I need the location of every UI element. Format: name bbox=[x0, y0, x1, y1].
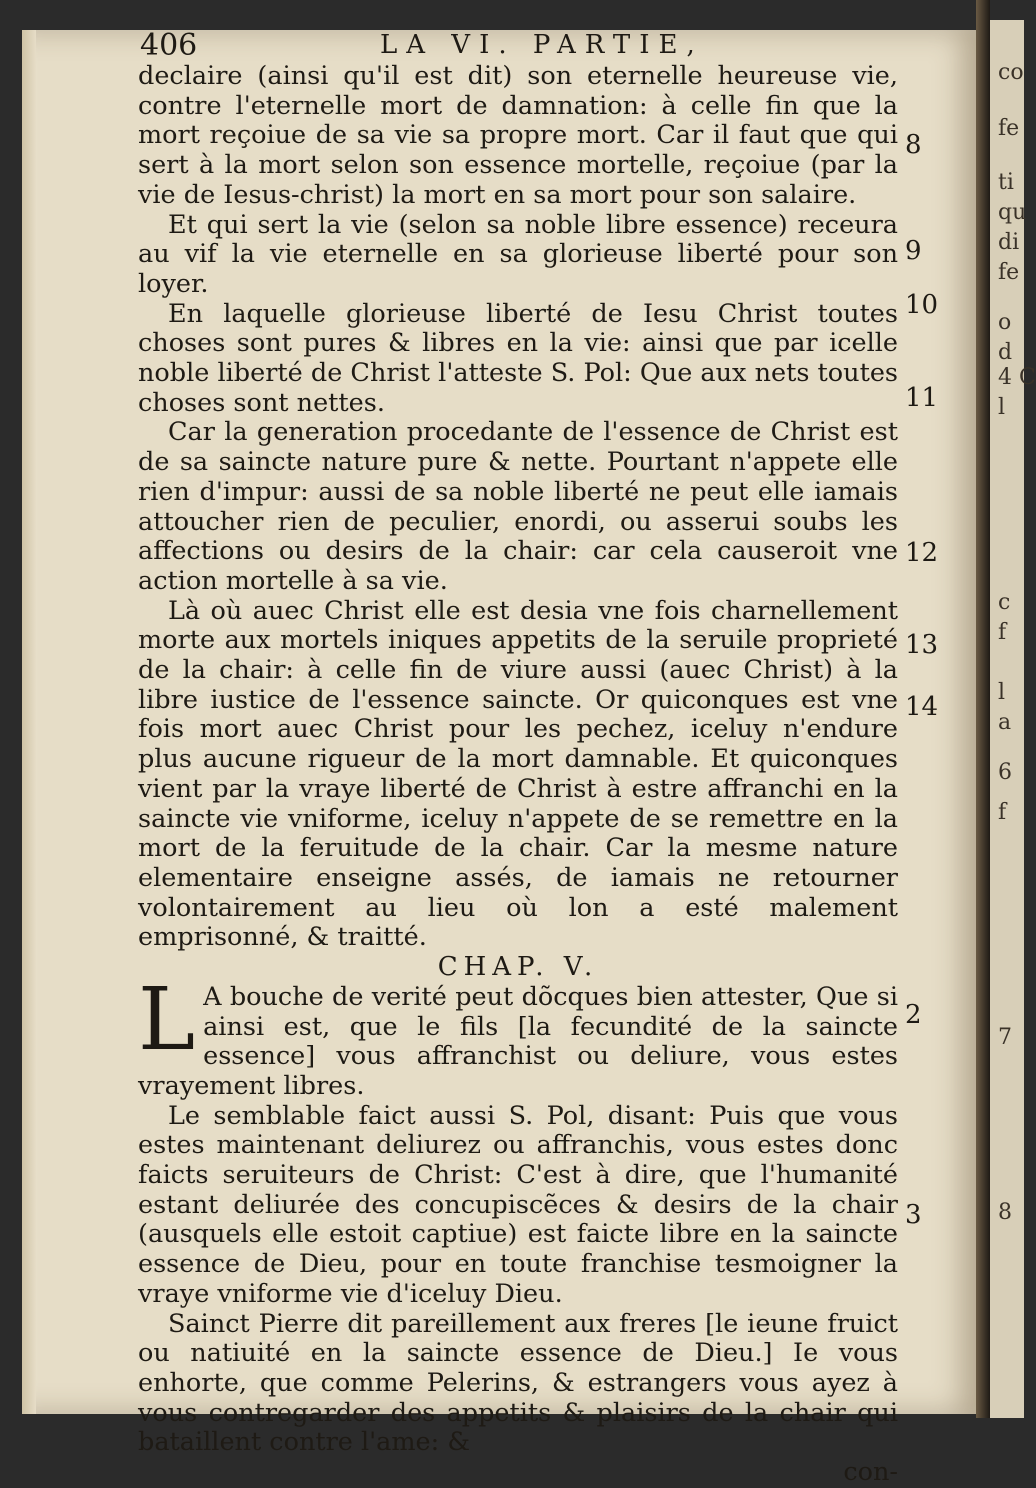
body-text bbox=[138, 62, 898, 1488]
verse-number: 8 bbox=[905, 130, 922, 160]
paragraph: Là où auec Christ elle est desia vne fois charnellement morte aux mortels iniques appetits de la seruile proprieté de la chair: à celle fin de viure aussi (auec Christ) à la libre iustice de l'essence saincte. Or quiconques est vne fois mort auec Christ pour les pechez, iceluy n'endure plus aucune rigueur de la mort damnable. Et quiconques vient par la vraye liberté de Christ à estre affranchi en la saincte vie vniforme, iceluy n'appete de se remettre en la mort de la feruitude de la chair. Car la mesme nature elementaire enseigne assés, de iamais ne retourner volontairement au lieu où lon a esté malement emprisonné, & traitté. bbox=[138, 595, 898, 953]
catchword: con- bbox=[843, 1457, 898, 1488]
chapter-heading: CHAP. V. bbox=[437, 952, 599, 983]
verse-number: 14 bbox=[905, 692, 939, 722]
paragraph-text: A bouche de verité peut dõcques bien attester, Que si ainsi est, que le fils [la fecundité de la saincte essence] vous affranchist ou deliure, vous estes vrayement libres. bbox=[138, 981, 898, 1101]
drop-cap: L bbox=[138, 969, 196, 1070]
paragraph: Sainct Pierre dit pareillement aux freres [le ieune fruict ou natiuité en la saincte essence de Dieu.] Ie vous enhorte, que comme Pelerins, & estrangers vous ayez à vous contregarder des appetits & plaisirs de la chair qui bataillent contre l'ame: & bbox=[138, 1308, 898, 1458]
paragraph: En laquelle glorieuse liberté de Iesu Christ toutes choses sont pures & libres en la vie: ainsi que par icelle noble liberté de Christ l'atteste S. Pol: Que aux nets toutes choses sont nettes. bbox=[138, 298, 898, 418]
paragraph: declaire (ainsi qu'il est dit) son eternelle heureuse vie, contre l'eternelle mort de damnation: à celle fin que la mort reçoiue de sa vie sa propre mort. Car il faut que qui sert à la mort selon son essence mortelle, reçoiue (par la vie de Iesus-christ) la mort en sa mort pour son salaire. bbox=[138, 61, 898, 210]
paragraph: Car la generation procedante de l'essence de Christ est de sa saincte nature pure & nette. Pourtant n'appete elle rien d'impur: aussi de sa noble liberté ne peut elle iamais attoucher rien de peculier, enordi, ou asserui soubs les affections ou desirs de la chair: car cela causeroit vne action mortelle à sa vie. bbox=[138, 417, 898, 596]
verse-number: 10 bbox=[905, 290, 939, 320]
running-title: LA VI. PARTIE, bbox=[380, 30, 704, 60]
facing-page-edge: co fe ti qu di fe o d 4 C l c f l a 6 f 7 8 bbox=[990, 20, 1024, 1418]
verse-number: 12 bbox=[905, 538, 939, 568]
paragraph: Et qui sert la vie (selon sa noble libre essence) receura au vif la vie eternelle en sa glorieuse liberté pour son loyer. bbox=[138, 209, 898, 299]
paragraph bbox=[138, 969, 898, 1102]
book-gutter bbox=[976, 0, 990, 1418]
paragraph: Le semblable faict aussi S. Pol, disant: Puis que vous estes maintenant deliurez ou affranchis, vous estes donc faicts seruiteurs de Christ: C'est à dire, que l'humanité estant deliurée des concupiscẽces & desirs de la chair (ausquels elle estoit captiue) est faicte libre en la saincte essence de Dieu, pour en toute franchise tesmoigner la vraye vniforme vie d'iceluy Dieu. bbox=[138, 1100, 898, 1309]
page-number: 406 bbox=[140, 28, 198, 63]
verse-number: 13 bbox=[905, 630, 939, 660]
verse-number: 9 bbox=[905, 236, 922, 266]
verse-number: 11 bbox=[905, 383, 939, 413]
verse-number: 3 bbox=[905, 1200, 922, 1230]
page-edge bbox=[22, 30, 36, 1414]
verse-number: 2 bbox=[905, 1000, 922, 1030]
page-header bbox=[140, 28, 900, 64]
